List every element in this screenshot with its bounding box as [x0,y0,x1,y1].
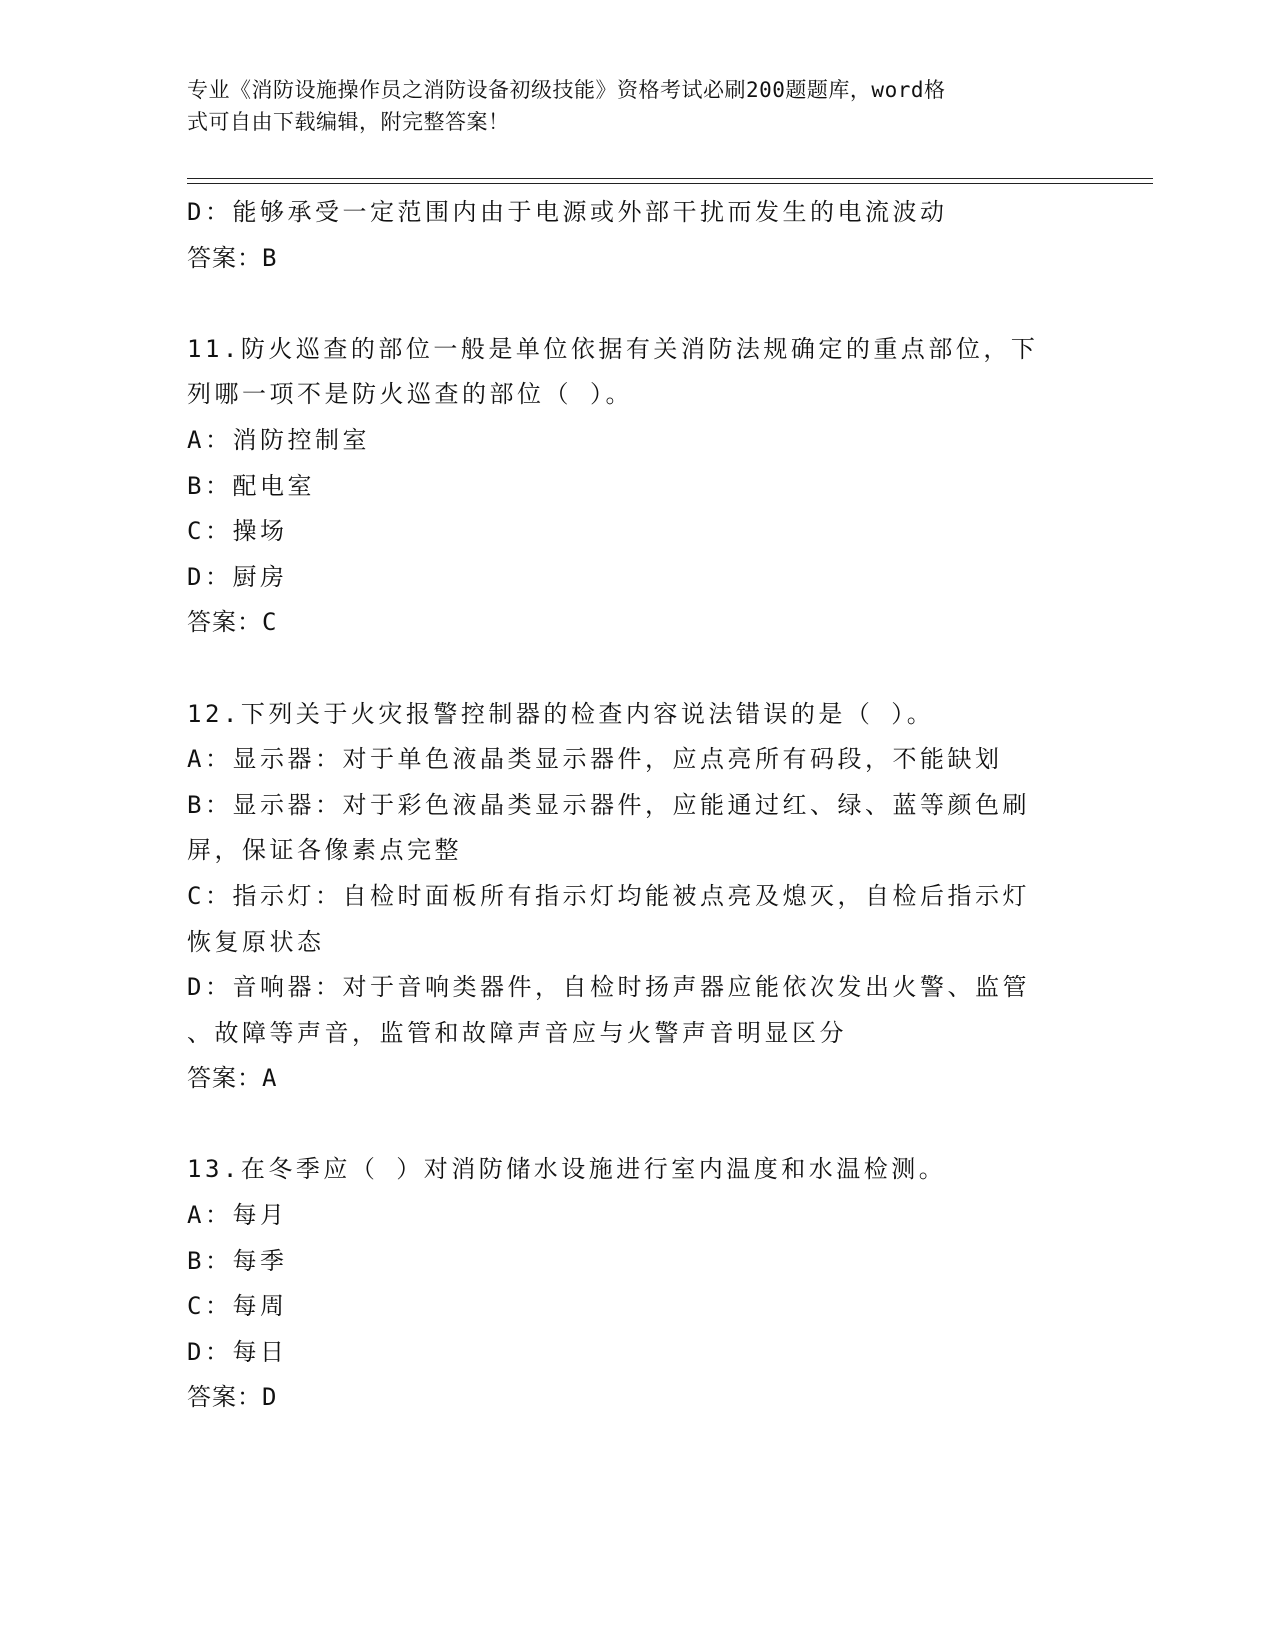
option-d: D：能够承受一定范围内由于电源或外部干扰而发生的电流波动 [187,198,948,226]
header-divider-bottom [187,183,1153,184]
option-d: D：每日 [187,1337,288,1366]
header-divider-top [187,178,1153,179]
option-a: A：消防控制室 [187,425,370,454]
option-b: B：每季 [187,1246,288,1275]
option-c-cont: 恢复原状态 [187,927,325,956]
question-11 [187,327,1087,646]
answer-line: 答案：C [187,608,278,637]
option-a: A：每月 [187,1201,288,1230]
question-stem: 13.在冬季应（ ）对消防储水设施进行室内温度和水温检测。 [187,1155,947,1184]
answer-line: 答案：B [187,243,278,272]
answer-line: 答案：A [187,1064,278,1093]
option-a: A：显示器：对于单色液晶类显示器件，应点亮所有码段，不能缺划 [187,745,1003,774]
option-b: B：显示器：对于彩色液晶类显示器件，应能通过红、绿、蓝等颜色刷 [187,790,1030,819]
option-b-cont: 屏，保证各像素点完整 [187,836,462,865]
question-12 [187,692,1087,1102]
question-stem-cont: 列哪一项不是防火巡查的部位（ ）。 [187,380,633,409]
header-line-1: 专业《消防设施操作员之消防设备初级技能》资格考试必刷200题题库，word格 [187,78,946,102]
option-c: C：每周 [187,1292,288,1321]
option-b: B：配电室 [187,471,315,500]
question-list [187,190,1087,1421]
option-c: C：指示灯：自检时面板所有指示灯均能被点亮及熄灭，自检后指示灯 [187,881,1030,910]
header-line-2: 式可自由下载编辑，附完整答案！ [187,110,510,134]
question-stem: 11.防火巡查的部位一般是单位依据有关消防法规确定的重点部位，下 [187,334,1039,363]
option-d-cont: 、故障等声音，监管和故障声音应与火警声音明显区分 [187,1018,847,1047]
question-stem: 12.下列关于火灾报警控制器的检查内容说法错误的是（ ）。 [187,699,935,728]
option-d: D：音响器：对于音响类器件，自检时扬声器应能依次发出火警、监管 [187,973,1030,1002]
answer-line: 答案：D [187,1383,278,1412]
document-header [187,74,1077,138]
option-c: C：操场 [187,517,288,546]
option-d: D：厨房 [187,562,288,591]
previous-question-tail [187,190,1087,281]
question-13 [187,1147,1087,1421]
